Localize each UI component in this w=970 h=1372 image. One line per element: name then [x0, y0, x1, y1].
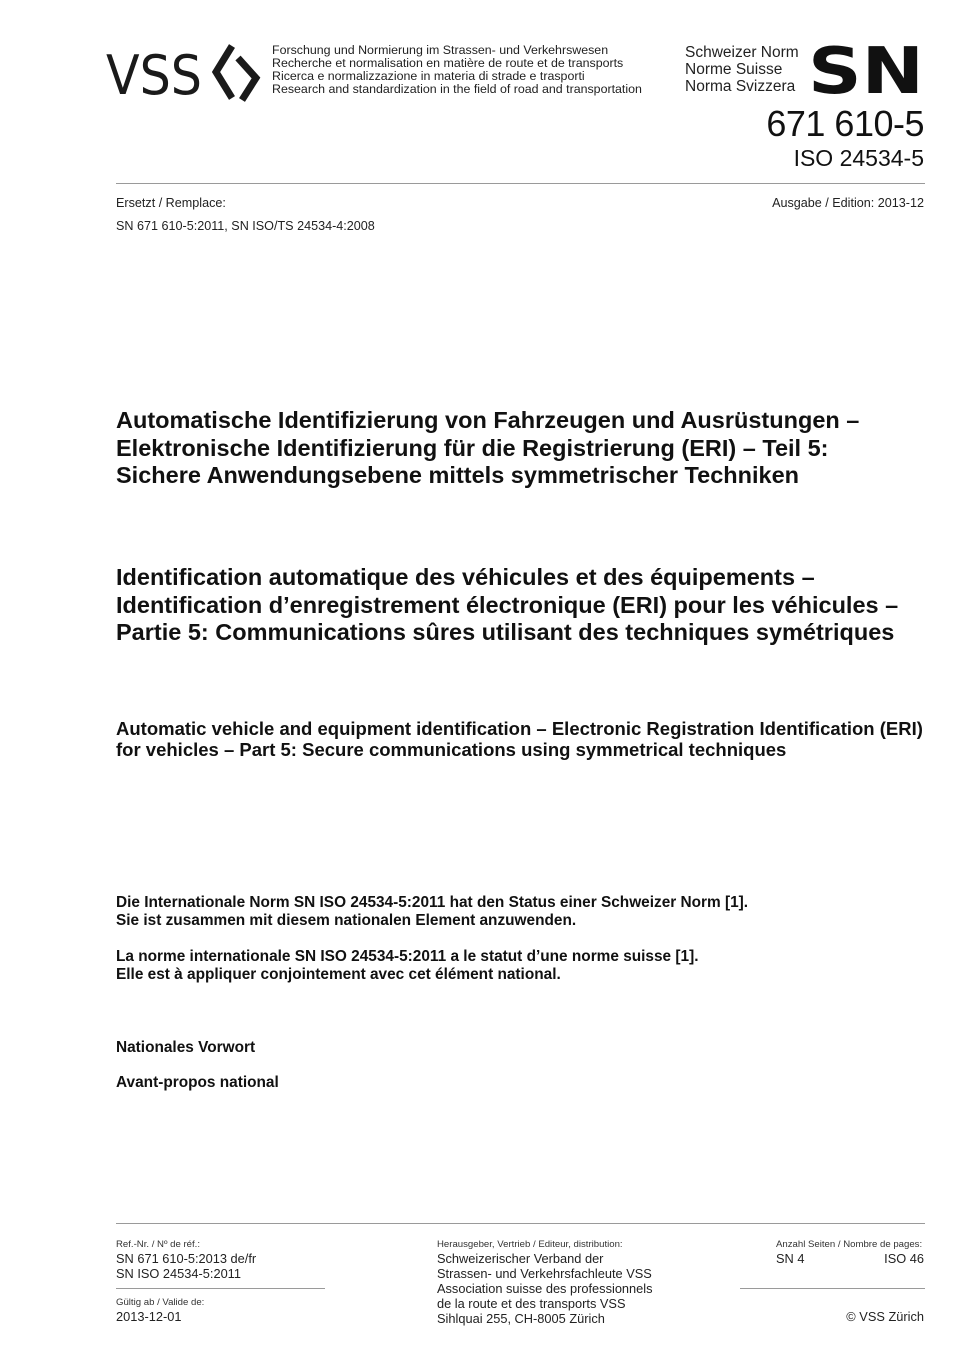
publisher-label: Herausgeber, Vertrieb / Editeur, distribution: [437, 1239, 623, 1250]
title-english: Automatic vehicle and equipment identification – Electronic Registration Identification (ERI) for vehicles – Part 5: Secure communications using symmetrical techniques [116, 718, 923, 760]
header-rule [116, 183, 925, 184]
vss-logo [106, 42, 266, 104]
publisher-line: Sihlquai 255, CH-8005 Zürich [437, 1311, 605, 1326]
status-de-line2: Sie ist zusammen mit diesem nationalen Element anzuwenden. [116, 912, 577, 929]
status-fr-line1: La norme internationale SN ISO 24534-5:2011 a le statut d’une norme suisse [1]. [116, 948, 699, 965]
swiss-norm-fr: Norme Suisse [685, 61, 783, 78]
swiss-norm-de: Schweizer Norm [685, 44, 799, 61]
copyright: © VSS Zürich [846, 1309, 924, 1324]
valid-value: 2013-12-01 [116, 1309, 182, 1324]
vss-logo-text: VSS [106, 44, 202, 104]
swiss-norm-it: Norma Svizzera [685, 78, 796, 95]
vss-tagline [272, 44, 642, 96]
vss-tagline-it: Ricerca e normalizzazione in materia di strade e trasporti [272, 69, 585, 83]
status-fr-line2: Elle est à appliquer conjointement avec cet élément national. [116, 966, 561, 983]
iso-number: ISO 24534-5 [793, 145, 924, 171]
footer-rule [116, 1223, 925, 1224]
pages-label: Anzahl Seiten / Nombre de pages: [776, 1239, 923, 1250]
ref-value-sn: SN 671 610-5:2013 de/fr [116, 1251, 257, 1266]
publisher-line: Association suisse des professionnels [437, 1281, 653, 1296]
swiss-norm-label [685, 44, 799, 95]
publisher-line: Strassen- und Verkehrsfachleute VSS [437, 1266, 652, 1281]
valid-label: Gültig ab / Valide de: [116, 1297, 205, 1308]
vss-tagline-en: Research and standardization in the field of road and transportation [272, 82, 642, 96]
publisher-line: de la route et des transports VSS [437, 1296, 626, 1311]
edition-label: Ausgabe / Edition: 2013-12 [772, 196, 924, 210]
pages-sn: SN 4 [776, 1251, 805, 1266]
replaces-value: SN 671 610-5:2011, SN ISO/TS 24534-4:2008 [116, 219, 375, 233]
foreword-fr-heading: Avant-propos national [116, 1074, 279, 1091]
ref-label: Ref.-Nr. / Nº de réf.: [116, 1239, 201, 1250]
standard-number: 671 610-5 [766, 103, 924, 144]
footer-right-rule [740, 1288, 925, 1289]
ref-value-iso: SN ISO 24534-5:2011 [116, 1266, 241, 1281]
pages-iso: ISO 46 [884, 1251, 924, 1266]
sn-logo [808, 44, 926, 94]
status-de-line1: Die Internationale Norm SN ISO 24534-5:2011 hat den Status einer Schweizer Norm [1]. [116, 894, 749, 911]
sn-logo-text: SN [808, 44, 924, 94]
title-german: Automatische Identifizierung von Fahrzeugen und Ausrüstungen – Elektronische Identifizierung für die Registrierung (ERI) – Teil 5: Sichere Anwendungsebene mittels symmetrischer Techniken [116, 407, 860, 488]
foreword-de-heading: Nationales Vorwort [116, 1039, 256, 1056]
vss-tagline-fr: Recherche et normalisation en matière de route et de transports [272, 56, 624, 70]
footer-left-rule [116, 1288, 325, 1289]
title-french: Identification automatique des véhicules et des équipements – Identification d’enregistrement électronique (ERI) pour les véhicules – Partie 5: Communications sûres utilisant des techniques symétriques [116, 564, 899, 645]
publisher-line: Schweizerischer Verband der [437, 1251, 604, 1266]
replaces-label: Ersetzt / Remplace: [116, 196, 226, 210]
vss-tagline-de: Forschung und Normierung im Strassen- und Verkehrswesen [272, 43, 609, 57]
